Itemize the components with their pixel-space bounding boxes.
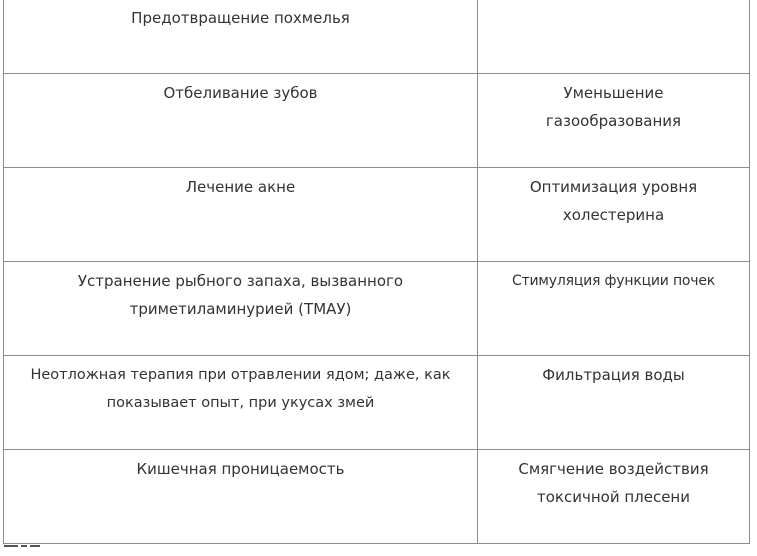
table-row [4,262,750,356]
table-row [4,0,750,74]
table-cell-right: Фильтрация воды [478,356,750,450]
uses-table [3,0,750,544]
table-row [4,356,750,450]
table-cell-left: Кишечная проницаемость [4,450,478,544]
table-cell-right: Оптимизация уровня холестерина [478,168,750,262]
table-cell-right: Стимуляция функции почек [478,262,750,356]
table-row [4,450,750,544]
table-row [4,74,750,168]
table-cell-right: Смягчение воздействия токсичной плесени [478,450,750,544]
table-cell-left: Предотвращение похмелья [4,0,478,74]
table-cell-right [478,0,750,74]
table-cell-right: Уменьшение газообразования [478,74,750,168]
table-cell-left: Отбеливание зубов [4,74,478,168]
cut-off-text-fragment [4,545,64,556]
table-cell-left: Устранение рыбного запаха, вызванного триметиламинурией (ТМАУ) [4,262,478,356]
table-cell-left: Неотложная терапия при отравлении ядом; даже, как показывает опыт, при укусах змей [4,356,478,450]
table-row [4,168,750,262]
table-cell-left: Лечение акне [4,168,478,262]
